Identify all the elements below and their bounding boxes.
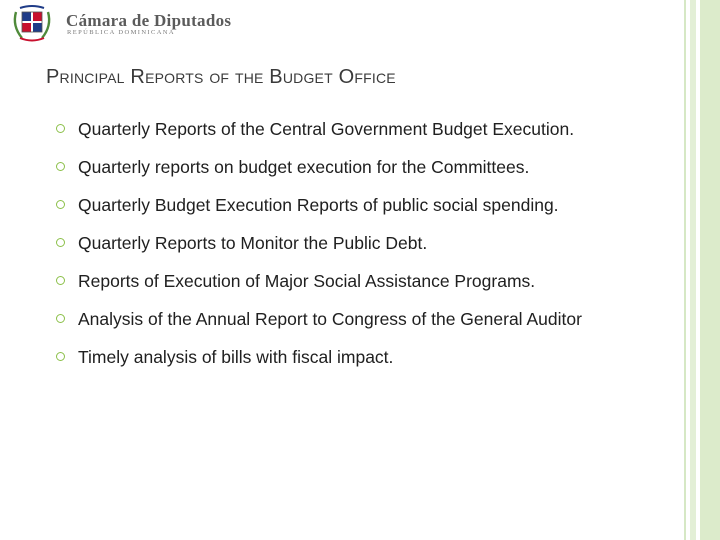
decorative-stripe: [684, 0, 686, 540]
decorative-stripe: [700, 0, 720, 540]
list-item: [56, 340, 676, 378]
list-item: [56, 264, 676, 302]
list-item: [56, 188, 676, 226]
bullet-icon: [56, 276, 65, 285]
list-item: [56, 112, 676, 150]
bullet-icon: [56, 200, 65, 209]
slide-title: Principal Reports of the Budget Office: [46, 66, 396, 88]
list-item-text: Quarterly Budget Execution Reports of public social spending.: [78, 195, 559, 215]
bullet-icon: [56, 352, 65, 361]
bullet-icon: [56, 314, 65, 323]
decorative-stripe: [690, 0, 696, 540]
list-item-text: Quarterly Reports of the Central Government Budget Execution.: [78, 119, 575, 139]
list-item-text: Reports of Execution of Major Social Assistance Programs.: [78, 271, 536, 291]
header-logo: [10, 4, 250, 44]
list-item-text: Quarterly reports on budget execution for the Committees.: [78, 157, 530, 177]
coat-of-arms-icon: [10, 4, 54, 44]
list-item-text: Quarterly Reports to Monitor the Public Debt.: [78, 233, 428, 253]
list-item: [56, 150, 676, 188]
list-item: [56, 302, 676, 340]
bullet-icon: [56, 238, 65, 247]
org-name: Cámara de Diputados: [66, 11, 232, 30]
list-item-text: Analysis of the Annual Report to Congress of the General Auditor: [78, 309, 582, 329]
list-item-text: Timely analysis of bills with fiscal impact.: [78, 347, 394, 367]
bullet-icon: [56, 162, 65, 171]
report-list: [56, 112, 676, 378]
list-item: [56, 226, 676, 264]
bullet-icon: [56, 124, 65, 133]
org-subtitle: REPÚBLICA DOMINICANA: [67, 29, 175, 36]
